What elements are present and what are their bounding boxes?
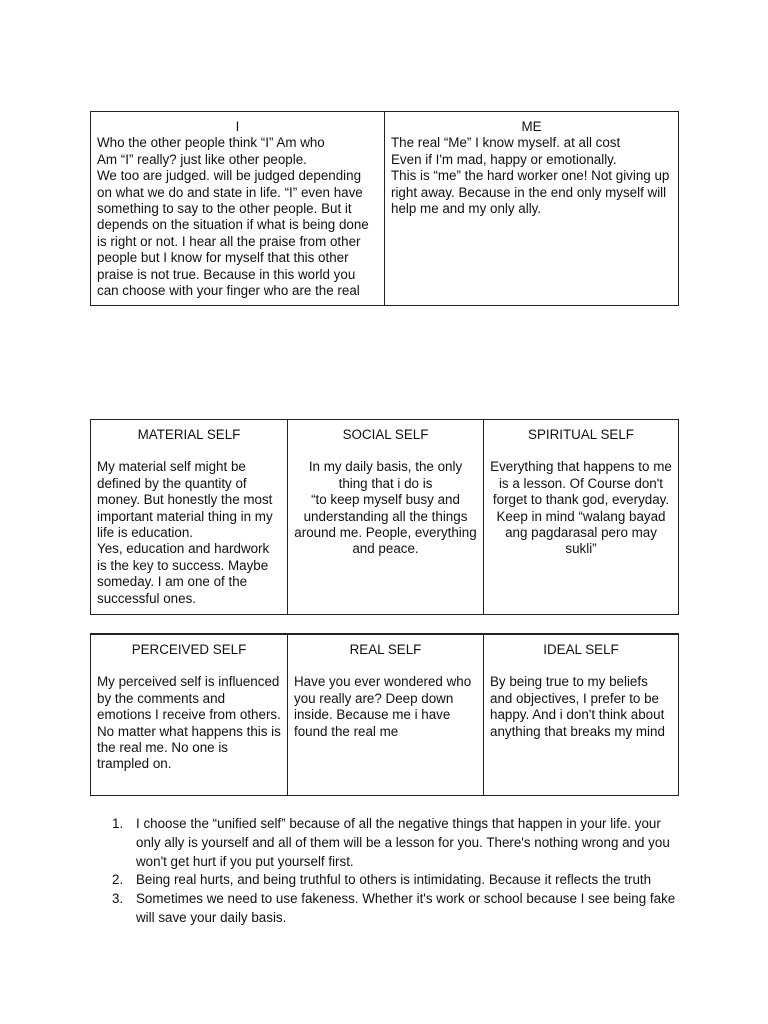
i-heading: I [235, 119, 240, 134]
me-cell [385, 112, 678, 305]
spiritual-self-text: Everything that happens to me is a lesson. Of Course don't forget to thank god, everyday. Keep in mind “walang bayad ang pagdarasal pero may sukli” [490, 459, 672, 557]
list-text: I choose the “unified self” because of all the negative things that happen in your life. your only ally is yourself and all of them will be a lesson for you. There's nothing wrong and you won't get hurt if you put yourself first. [136, 816, 670, 869]
selves-table-1 [90, 419, 679, 615]
me-heading: ME [521, 119, 542, 134]
list-item [112, 871, 682, 890]
spiritual-self-heading: SPIRITUAL SELF [528, 427, 634, 442]
perceived-self-cell [91, 635, 287, 795]
reflection-list [112, 815, 682, 928]
i-cell [91, 112, 385, 305]
perceived-self-text: My perceived self is influenced by the comments and emotions I receive from others. No matter what happens this is the real me. No one is trampled on. [97, 674, 281, 772]
perceived-self-heading: PERCEIVED SELF [131, 642, 247, 657]
list-number: 3. [112, 891, 124, 907]
me-text: The real “Me” I know myself. at all cost Even if I'm mad, happy or emotionally. This is “me” the hard worker one! Not giving up right away. Because in the end only myself will help me and my only ally. [391, 135, 670, 217]
ideal-self-text: By being true to my beliefs and objectives, I prefer to be happy. And i don't think about anything that breaks my mind [490, 674, 665, 739]
list-text: Being real hurts, and being truthful to others is intimidating. Because it reflects the truth [136, 872, 652, 888]
i-me-table [90, 111, 679, 306]
list-text: Sometimes we need to use fakeness. Whether it's work or school because I see being fake will save your daily basis. [136, 891, 676, 925]
material-self-text: My material self might be defined by the quantity of money. But honestly the most important material thing in my life is education. Yes, education and hardwork is the key to success. Maybe someday. I am one of the successful ones. [97, 459, 273, 606]
real-self-heading: REAL SELF [349, 642, 422, 657]
list-item [112, 890, 682, 928]
selves-table-2 [90, 633, 679, 796]
list-item [112, 815, 682, 871]
spiritual-self-cell [483, 420, 678, 614]
social-self-heading: SOCIAL SELF [342, 427, 429, 442]
social-self-cell [287, 420, 483, 614]
ideal-self-cell [483, 635, 678, 795]
list-number: 2. [112, 872, 124, 888]
real-self-cell [287, 635, 483, 795]
i-text: Who the other people think “I” Am who Am “I” really? just like other people. We too are judged. will be judged depending on what we do and state in life. “I” even have something to say to the other people. But it depends on the situation if what is being done is right or not. I hear all the praise from other people but I know for myself that this other praise is not true. Because in this world you can choose with your finger who are the real [97, 135, 369, 299]
ideal-self-heading: IDEAL SELF [543, 642, 619, 657]
real-self-text: Have you ever wondered who you really are? Deep down inside. Because me i have found the real me [294, 674, 472, 739]
material-self-cell [91, 420, 287, 614]
social-self-text: In my daily basis, the only thing that i do is “to keep myself busy and understanding all the things around me. People, everything and peace. [294, 459, 477, 557]
material-self-heading: MATERIAL SELF [137, 427, 241, 442]
list-number: 1. [112, 816, 124, 831]
